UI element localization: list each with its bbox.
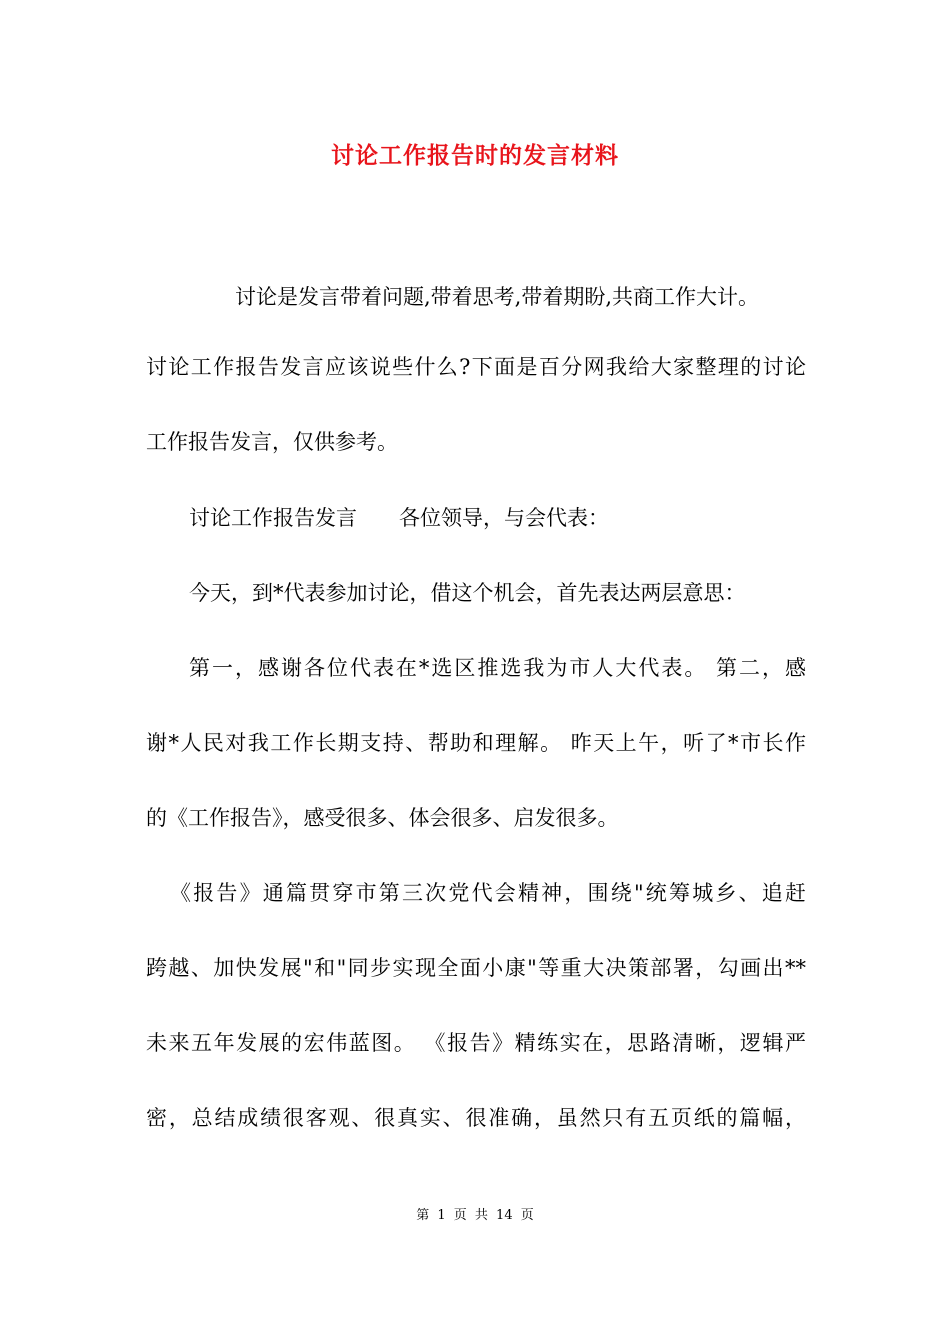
paragraph-line: 《报告》通篇贯穿市第三次党代会精神，围绕"统筹城乡、追赶: [170, 881, 806, 905]
paragraph-line: 讨论工作报告发言 各位领导，与会代表：: [189, 506, 609, 530]
paragraph-line: 谢*人民对我工作长期支持、帮助和理解。 昨天上午，听了*市长作: [146, 731, 806, 755]
paragraph-line: 密，总结成绩很客观、很真实、很准确，虽然只有五页纸的篇幅，: [146, 1106, 806, 1130]
page-number-footer: 第 1 页 共 14 页: [416, 1208, 534, 1223]
paragraph-line: 讨论工作报告发言应该说些什么?下面是百分网我给大家整理的讨论: [146, 355, 806, 379]
paragraph-line: 工作报告发言，仅供参考。: [146, 430, 398, 454]
paragraph-line: 第一，感谢各位代表在*选区推选我为市人大代表。 第二，感: [189, 656, 806, 680]
paragraph-line: 的《工作报告》，感受很多、体会很多、启发很多。: [146, 806, 619, 830]
paragraph-line: 跨越、加快发展"和"同步实现全面小康"等重大决策部署，勾画出**: [146, 956, 806, 980]
paragraph-line: 未来五年发展的宏伟蓝图。 《报告》精练实在，思路清晰，逻辑严: [146, 1031, 806, 1055]
document-title: 讨论工作报告时的发言材料: [331, 142, 619, 169]
paragraph-line: 讨论是发言带着问题,带着思考,带着期盼,共商工作大计。: [235, 285, 760, 309]
paragraph-line: 今天，到*代表参加讨论，借这个机会，首先表达两层意思：: [189, 581, 746, 605]
